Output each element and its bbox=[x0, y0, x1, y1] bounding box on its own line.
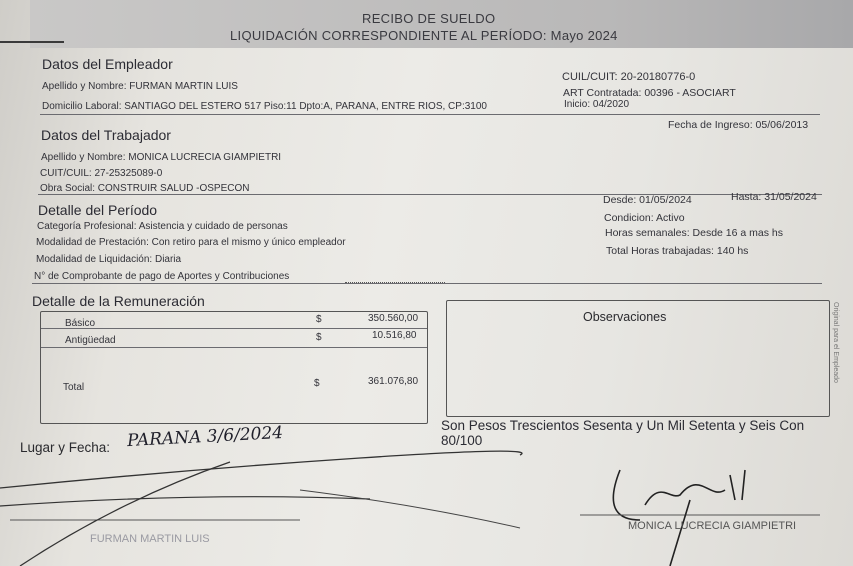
employer-address: Domicilio Laboral: SANTIAGO DEL ESTERO 517 Piso:11 Dpto:A, PARANA, ENTRE RIOS, CP:3100 bbox=[42, 101, 487, 112]
total-amount: 361.076,80 bbox=[368, 376, 419, 387]
worker-signature-name: MONICA LUCRECIA GIAMPIETRI bbox=[628, 520, 797, 532]
remuneration-heading: Detalle de la Remuneración bbox=[32, 293, 205, 309]
worker-health: Obra Social: CONSTRUIR SALUD -OSPECON bbox=[40, 183, 250, 194]
employer-name: Apellido y Nombre: FURMAN MARTIN LUIS bbox=[42, 81, 238, 92]
row-antiquity-currency: $ bbox=[316, 332, 322, 343]
row-basic-label: Básico bbox=[65, 318, 96, 329]
period-total-hours: Total Horas trabajadas: 140 hs bbox=[606, 245, 749, 257]
period-modality: Modalidad de Prestación: Con retiro para el mismo y único empleador bbox=[36, 237, 346, 248]
period-heading: Detalle del Período bbox=[38, 202, 158, 218]
period-weekly-hours: Horas semanales: Desde 16 a mas hs bbox=[605, 227, 784, 239]
worker-cuil: CUIT/CUIL: 27-25325089-0 bbox=[40, 168, 163, 179]
period-to: Hasta: 31/05/2024 bbox=[731, 191, 817, 203]
place-date-label: Lugar y Fecha: bbox=[20, 440, 111, 455]
period-condition: Condicion: Activo bbox=[604, 212, 685, 224]
worker-name: Apellido y Nombre: MONICA LUCRECIA GIAMPIETRI bbox=[41, 152, 282, 163]
employer-heading: Datos del Empleador bbox=[42, 56, 173, 72]
amount-in-words: Son Pesos Trescientos Sesenta y Un Mil Setenta y Seis Con 80/100 bbox=[441, 418, 805, 448]
total-label: Total bbox=[63, 382, 85, 393]
row-basic-currency: $ bbox=[316, 314, 322, 325]
employer-cuil: CUIL/CUIT: 20-20180776-0 bbox=[562, 71, 696, 83]
row-antiquity-amount: 10.516,80 bbox=[372, 330, 417, 341]
period-from: Desde: 01/05/2024 bbox=[603, 194, 692, 206]
observations-side-note: Original para el Empleado bbox=[832, 302, 839, 383]
period-liquidation: Modalidad de Liquidación: Diaria bbox=[36, 254, 182, 265]
employer-start: Inicio: 04/2020 bbox=[564, 99, 630, 110]
employer-signature-name: FURMAN MARTIN LUIS bbox=[90, 533, 210, 545]
employer-art: ART Contratada: 00396 - ASOCIART bbox=[563, 87, 736, 99]
row-basic-amount: 350.560,00 bbox=[368, 313, 419, 324]
period-category: Categoría Profesional: Asistencia y cuidado de personas bbox=[37, 221, 288, 232]
place-date-handwritten: PARANA 3/6/2024 bbox=[126, 422, 284, 452]
worker-heading: Datos del Trabajador bbox=[41, 127, 171, 143]
period-receipt: N° de Comprobante de pago de Aportes y Contribuciones bbox=[34, 271, 290, 282]
document-subtitle: LIQUIDACIÓN CORRESPONDIENTE AL PERÍODO: Mayo 2024 bbox=[230, 28, 618, 43]
observations-heading: Observaciones bbox=[583, 310, 667, 324]
total-currency: $ bbox=[314, 378, 320, 389]
document-title: RECIBO DE SUELDO bbox=[362, 11, 496, 26]
worker-hire-date: Fecha de Ingreso: 05/06/2013 bbox=[668, 119, 809, 131]
row-antiquity-label: Antigüedad bbox=[65, 335, 116, 346]
